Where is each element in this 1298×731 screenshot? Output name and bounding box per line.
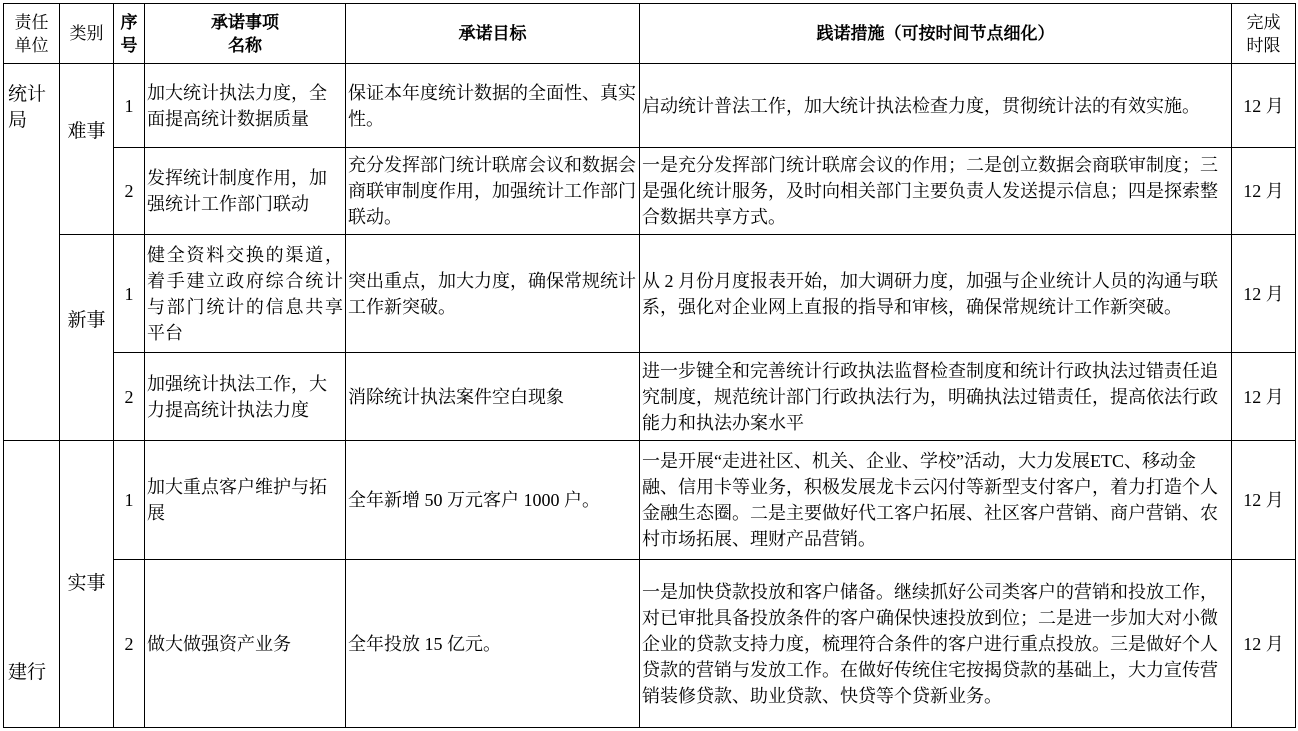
item-cell: 加大重点客户维护与拓展 xyxy=(145,441,346,560)
deadline-cell: 12 月 xyxy=(1232,148,1296,235)
header-goal: 承诺目标 xyxy=(346,4,640,64)
seq-cell: 1 xyxy=(114,64,145,148)
deadline-cell: 12 月 xyxy=(1232,560,1296,728)
seq-cell: 2 xyxy=(114,560,145,728)
category-cell-shishi: 实事 xyxy=(60,441,114,728)
item-cell: 做大做强资产业务 xyxy=(145,560,346,728)
header-seq: 序 号 xyxy=(114,4,145,64)
header-row xyxy=(4,4,1296,64)
measures-cell: 一是加快贷款投放和客户储备。继续抓好公司类客户的营销和投放工作，对已审批具备投放条件的客户确保快速投放到位；二是进一步加大对小微企业的贷款支持力度，梳理符合条件的客户进行重点投放。三是做好个人贷款的营销与发放工作。在做好传统住宅按揭贷款的基础上，大力宣传营销装修贷款、助业贷款、快贷等个贷新业务。 xyxy=(640,560,1232,728)
header-deadline: 完成 时限 xyxy=(1232,4,1296,64)
measures-cell: 启动统计普法工作，加大统计执法检查力度，贯彻统计法的有效实施。 xyxy=(640,64,1232,148)
item-cell: 发挥统计制度作用，加强统计工作部门联动 xyxy=(145,148,346,235)
table-row xyxy=(4,64,1296,148)
measures-cell: 一是充分发挥部门统计联席会议的作用；二是创立数据会商联审制度；三是强化统计服务，及时向相关部门主要负责人发送提示信息；四是探索整合数据共享方式。 xyxy=(640,148,1232,235)
unit-cell-tongjiju: 统计局 xyxy=(4,64,60,441)
category-cell-nanshi: 难事 xyxy=(60,64,114,235)
deadline-cell: 12 月 xyxy=(1232,353,1296,441)
seq-cell: 1 xyxy=(114,235,145,353)
goal-cell: 全年新增 50 万元客户 1000 户。 xyxy=(346,441,640,560)
unit-cell-jianhang: 建行 xyxy=(4,441,60,728)
goal-cell: 突出重点，加大力度，确保常规统计工作新突破。 xyxy=(346,235,640,353)
table-row xyxy=(4,560,1296,728)
header-item: 承诺事项 名称 xyxy=(145,4,346,64)
seq-cell: 2 xyxy=(114,148,145,235)
goal-cell: 全年投放 15 亿元。 xyxy=(346,560,640,728)
measures-cell: 一是开展“走进社区、机关、企业、学校”活动，大力发展ETC、移动金融、信用卡等业务，积极发展龙卡云闪付等新型支付客户，着力打造个人金融生态圈。二是主要做好代工客户拓展、社区客户营销、商户营销、农村市场拓展、理财产品营销。 xyxy=(640,441,1232,560)
measures-cell: 进一步键全和完善统计行政执法监督检查制度和统计行政执法过错责任追究制度，规范统计部门行政执法行为，明确执法过错责任，提高依法行政能力和执法办案水平 xyxy=(640,353,1232,441)
table-row xyxy=(4,353,1296,441)
deadline-cell: 12 月 xyxy=(1232,64,1296,148)
table-row xyxy=(4,441,1296,560)
item-cell: 加强统计执法工作，大力提高统计执法力度 xyxy=(145,353,346,441)
item-cell: 健全资料交换的渠道，着手建立政府综合统计与部门统计的信息共享平台 xyxy=(145,235,346,353)
goal-cell: 保证本年度统计数据的全面性、真实性。 xyxy=(346,64,640,148)
header-unit: 责任 单位 xyxy=(4,4,60,64)
goal-cell: 消除统计执法案件空白现象 xyxy=(346,353,640,441)
commitment-table xyxy=(3,3,1296,728)
seq-cell: 1 xyxy=(114,441,145,560)
table-row xyxy=(4,235,1296,353)
seq-cell: 2 xyxy=(114,353,145,441)
item-cell: 加大统计执法力度，全面提高统计数据质量 xyxy=(145,64,346,148)
category-cell-xinshi: 新事 xyxy=(60,235,114,441)
deadline-cell: 12 月 xyxy=(1232,235,1296,353)
header-measures: 践诺措施（可按时间节点细化） xyxy=(640,4,1232,64)
header-category: 类别 xyxy=(60,4,114,64)
measures-cell: 从 2 月份月度报表开始，加大调研力度，加强与企业统计人员的沟通与联系，强化对企业网上直报的指导和审核，确保常规统计工作新突破。 xyxy=(640,235,1232,353)
goal-cell: 充分发挥部门统计联席会议和数据会商联审制度作用，加强统计工作部门联动。 xyxy=(346,148,640,235)
deadline-cell: 12 月 xyxy=(1232,441,1296,560)
table-row xyxy=(4,148,1296,235)
